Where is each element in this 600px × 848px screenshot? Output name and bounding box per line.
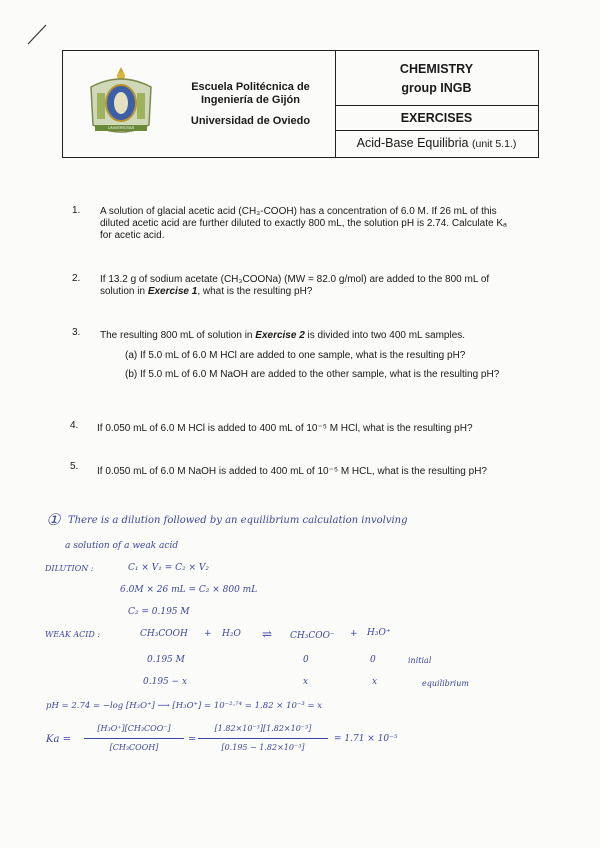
exercise-4-text: If 0.050 mL of 6.0 M HCl is added to 400 mL of 10⁻⁵ M HCl, what is the resulting pH? [97,423,473,434]
pen-stroke-mark [26,22,50,46]
ka-numerator-values: [1.82×10⁻³][1.82×10⁻³] [214,724,312,733]
initial-label: initial [408,656,432,665]
exercise-3a-text: (a) If 5.0 mL of 6.0 M HCl are added to one sample, what is the resulting pH? [125,350,466,361]
exercise-1-text: A solution of glacial acetic acid (CH₃-COOH) has a concentration of 6.0 M. If 26 mL of this diluted acetic acid are further diluted to exactly 800 mL, the solution pH is 2.74. Calculate Kₐ for acetic acid. [100,206,507,241]
reaction-hydronium: H₃O⁺ [367,628,391,638]
subject-title: CHEMISTRY [399,62,474,76]
exercise-3-number: 3. [72,327,81,338]
ka-numerator: [H₃O⁺][CH₃COO⁻] [97,724,171,733]
reaction-equilibrium-arrow: ⇌ [262,627,273,641]
reaction-reactant: CH₃COOH [140,629,188,639]
reaction-acetate: CH₃COO⁻ [290,631,335,641]
exercise-3-text: The resulting 800 mL of solution in Exercise 2 is divided into two 400 mL samples. [100,330,466,341]
ka-label: Ka = [46,734,71,745]
equilibrium-label: equilibrium [422,679,469,688]
ka-fraction-bar [84,738,184,739]
ka-denominator: [CH₃COOH] [109,743,159,752]
exercise-2-text: If 13.2 g of sodium acetate (CH₃COONa) (MW = 82.0 g/mol) are added to the 800 mL of solution in Exercise 1, what is the resulting pH? [100,274,490,297]
solution-intro-line2: a solution of a weak acid [65,541,179,551]
dilution-label: DILUTION : [45,564,94,573]
dilution-formula: C₁ × V₁ = C₂ × V₂ [128,563,209,573]
header-box [62,50,539,158]
exercise-4-number: 4. [70,420,79,431]
ka-result: = 1.71 × 10⁻⁵ [334,734,398,744]
ka-denominator-values: [0.195 − 1.82×10⁻³] [221,743,305,752]
initial-acid: 0.195 M [147,655,185,665]
equilibrium-hydronium: x [372,677,378,687]
reaction-water: H₂O [222,629,241,639]
exercise-3b-text: (b) If 5.0 mL of 6.0 M NaOH are added to the other sample, what is the resulting pH? [125,369,500,380]
school-name: Escuela Politécnica de Ingeniería de Gijón [191,81,310,106]
initial-hydronium: 0 [370,655,376,665]
svg-text:UNIVERSITAS: UNIVERSITAS [107,125,135,130]
university-name: Universidad de Oviedo [190,115,311,127]
dilution-result: C₂ = 0.195 M [128,607,190,617]
solution-number: ① [46,510,61,529]
solution-intro-line1: There is a dilution followed by an equilibrium calculation involving [68,515,408,526]
university-crest-icon [85,63,157,143]
exercise-5-number: 5. [70,461,79,472]
weak-acid-label: WEAK ACID : [45,630,101,639]
exercise-1-number: 1. [72,205,81,216]
section-title: EXERCISES [400,111,473,125]
equilibrium-acetate: x [303,677,309,687]
exercise-2-number: 2. [72,273,81,284]
equilibrium-acid: 0.195 − x [143,677,188,687]
ph-calculation: pH = 2.74 = −log [H₃O⁺] ⟶ [H₃O⁺] = 10⁻²·⁷⁴ = 1.82 × 10⁻³ = x [46,701,323,711]
ka-equals: = [188,734,197,745]
initial-acetate: 0 [303,655,309,665]
reaction-plus-2: + [350,629,358,639]
topic-line: Acid-Base Equilibria (unit 5.1.) [356,136,517,150]
group-name: group INGB [401,81,472,95]
exercise-5-text: If 0.050 mL of 6.0 M NaOH is added to 400 mL of 10⁻⁵ M HCL, what is the resulting pH? [97,466,487,477]
dilution-substitution: 6.0M × 26 mL = C₂ × 800 mL [120,585,258,595]
reaction-plus-1: + [204,629,212,639]
ka-values-fraction-bar [198,738,328,739]
